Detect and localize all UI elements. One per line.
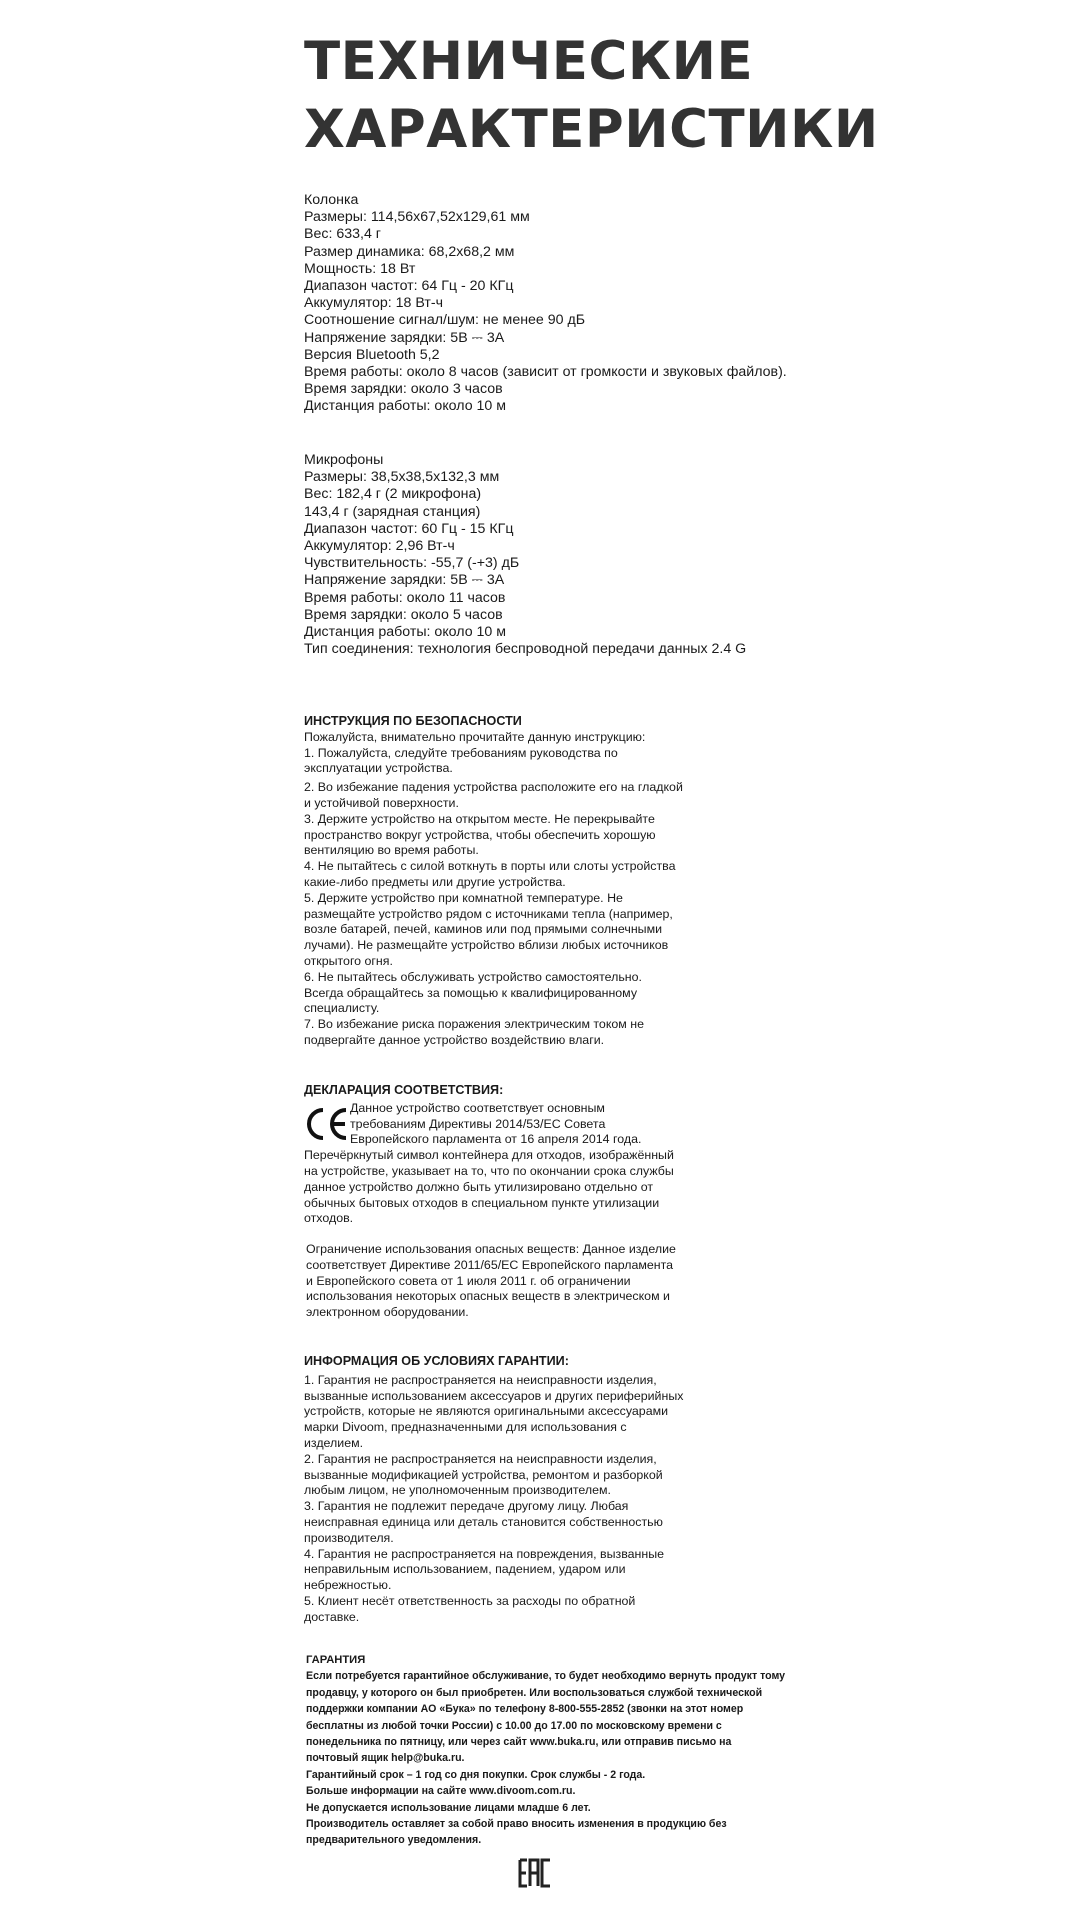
spec-line: Вес: 633,4 г [304, 226, 381, 243]
ce-row [304, 1101, 684, 1148]
ce-mark-icon [304, 1105, 350, 1143]
ce-text: Данное устройство соответствует основным требованиям Директивы 2014/53/EC Совета Европейского парламента от 16 апреля 2014 года. [350, 1100, 642, 1147]
spec-line: Мощность: 18 Вт [304, 260, 416, 277]
guarantee-heading: ГАРАНТИЯ [306, 1654, 366, 1666]
safety-item: 6. Не пытайтесь обслуживать устройство самостоятельно. Всегда обращайтесь за помощью к квалифицированному специалисту. [304, 969, 642, 1016]
microphones-heading: Микрофоны [304, 452, 384, 468]
spec-line: Напряжение зарядки: 5В ⎓ 3А [304, 572, 505, 589]
safety-item: 7. Во избежание риска поражения электрическим током не подвергайте данное устройство воздействию влаги. [304, 1017, 644, 1047]
warranty-item: 5. Клиент несёт ответственность за расходы по обратной доставке. [304, 1593, 636, 1624]
eac-mark-icon [518, 1858, 552, 1888]
spec-line: Диапазон частот: 64 Гц - 20 КГц [304, 278, 514, 295]
spec-line: Чувствительность: -55,7 (-+3) дБ [304, 555, 520, 572]
safety-item: 3. Держите устройство на открытом месте. Не перекрывайте пространство вокруг устройства, чтобы обеспечить хорошую вентиляцию во время работы. [304, 811, 656, 858]
safety-item: 4. Не пытайтесь с силой воткнуть в порты или слоты устройства какие-либо предметы или другие устройства. [304, 859, 676, 889]
safety-heading: ИНСТРУКЦИЯ ПО БЕЗОПАСНОСТИ [304, 714, 522, 728]
title-line-1: ТЕХНИЧЕСКИЕ [304, 31, 754, 92]
warranty-item: 1. Гарантия не распространяется на неисправности изделия, вызванные использованием аксессуаров и других периферийных устройств, которые не являются оригинальными аксессуарами марки Divoom, предназначенными для использования с изделием. [304, 1372, 684, 1450]
spec-line: Дистанция работы: около 10 м [304, 624, 507, 641]
declaration-heading: ДЕКЛАРАЦИЯ СООТВЕТСТВИЯ: [304, 1083, 504, 1097]
safety-intro: Пожалуйста, внимательно прочитайте данную инструкцию: [304, 729, 646, 744]
guarantee-section [306, 1652, 786, 1849]
spec-line: Вес: 182,4 г (2 микрофона) [304, 486, 482, 503]
spec-line: Время работы: около 11 часов [304, 589, 506, 606]
guarantee-changes: Производитель оставляет за собой право вносить изменения в продукцию без предварительного уведомления. [306, 1818, 727, 1847]
safety-section [304, 714, 684, 1049]
spec-line: Время работы: около 8 часов (зависит от громкости и звуковых файлов). [304, 364, 787, 381]
guarantee-more-info: Больше информации на сайте www.divoom.com.ru. [306, 1785, 576, 1798]
spec-line: Время зарядки: около 5 часов [304, 606, 503, 623]
warranty-section [304, 1354, 684, 1626]
spec-line: Версия Bluetooth 5,2 [304, 346, 440, 363]
warranty-item: 4. Гарантия не распространяется на повреждения, вызванные неправильным использованием, падением, ударом или небрежностью. [304, 1546, 665, 1593]
weee-text: Перечёркнутый символ контейнера для отходов, изображённый на устройстве, указывает на то, что по окончании срока службы данное устройство должно быть утилизировано отдельно от обычных бытовых отходов в специальном пункте утилизации отходов. [304, 1148, 674, 1226]
spec-line: Аккумулятор: 2,96 Вт-ч [304, 538, 455, 555]
rohs-text: Ограничение использования опасных веществ: Данное изделие соответствует Директиве 2011/65/EC Европейского парламента и Европейского совета от 1 июля 2011 г. об ограничении использования некоторых опасных веществ в электрическом и электронном оборудовании. [306, 1242, 676, 1320]
spec-line: Напряжение зарядки: 5В ⎓ 3А [304, 329, 505, 346]
spec-line: 143,4 г (зарядная станция) [304, 503, 481, 520]
declaration-section [304, 1083, 684, 1227]
microphone-specs [304, 452, 1064, 658]
guarantee-text: Если потребуется гарантийное обслуживание, то будет необходимо вернуть продукт тому продавцу, у которого он был приобретен. Или воспользоваться службой технической поддержки компании АО «Бука» по телефону 8-800-555-2852 (звонки на этот номер бесплатны из любой точки России) с 10.00 до 17.00 по московскому времени с понедельника по пятницу, или через сайт www.buka.ru, или отправив письмо на почтовый ящик help@buka.ru. [306, 1670, 786, 1765]
spec-line: Дистанция работы: около 10 м [304, 398, 507, 415]
speaker-specs [304, 192, 1064, 416]
spec-line: Размер динамика: 68,2x68,2 мм [304, 243, 515, 260]
guarantee-term: Гарантийный срок – 1 год со дня покупки. Срок службы - 2 года. [306, 1768, 646, 1781]
safety-item: 2. Во избежание падения устройства расположите его на гладкой и устойчивой поверхности. [304, 780, 683, 810]
spec-line: Размеры: 114,56x67,52x129,61 мм [304, 209, 530, 226]
spec-line: Диапазон частот: 60 Гц - 15 КГц [304, 520, 514, 537]
warranty-item: 2. Гарантия не распространяется на неисправности изделия, вызванные модификацией устройства, ремонтом и разборкой любым лицом, не уполномоченным производителем. [304, 1451, 663, 1498]
rohs-section [306, 1242, 676, 1321]
title-line-2: ХАРАКТЕРИСТИКИ [304, 99, 879, 160]
spec-line: Время зарядки: около 3 часов [304, 381, 503, 398]
speaker-heading: Колонка [304, 192, 359, 208]
safety-item: 1. Пожалуйста, следуйте требованиям руководства по эксплуатации устройства. [304, 745, 618, 776]
page-title [304, 28, 1064, 164]
safety-item: 5. Держите устройство при комнатной температуре. Не размещайте устройство рядом с источниками тепла (например, возле батарей, печей, каминов или под прямыми солнечными лучами). Не размещайте устройство вблизи любых источников открытого огня. [304, 890, 673, 968]
spec-line: Тип соединения: технология беспроводной передачи данных 2.4 G [304, 641, 747, 658]
guarantee-age-limit: Не допускается использование лицами младше 6 лет. [306, 1801, 591, 1814]
warranty-item: 3. Гарантия не подлежит передаче другому лицу. Любая неисправная единица или деталь становится собственностью производителя. [304, 1499, 663, 1545]
spec-line: Соотношение сигнал/шум: не менее 90 дБ [304, 312, 586, 329]
spec-line: Аккумулятор: 18 Вт-ч [304, 295, 443, 312]
spec-line: Размеры: 38,5x38,5x132,3 мм [304, 469, 500, 486]
warranty-heading: ИНФОРМАЦИЯ ОБ УСЛОВИЯХ ГАРАНТИИ: [304, 1354, 569, 1368]
